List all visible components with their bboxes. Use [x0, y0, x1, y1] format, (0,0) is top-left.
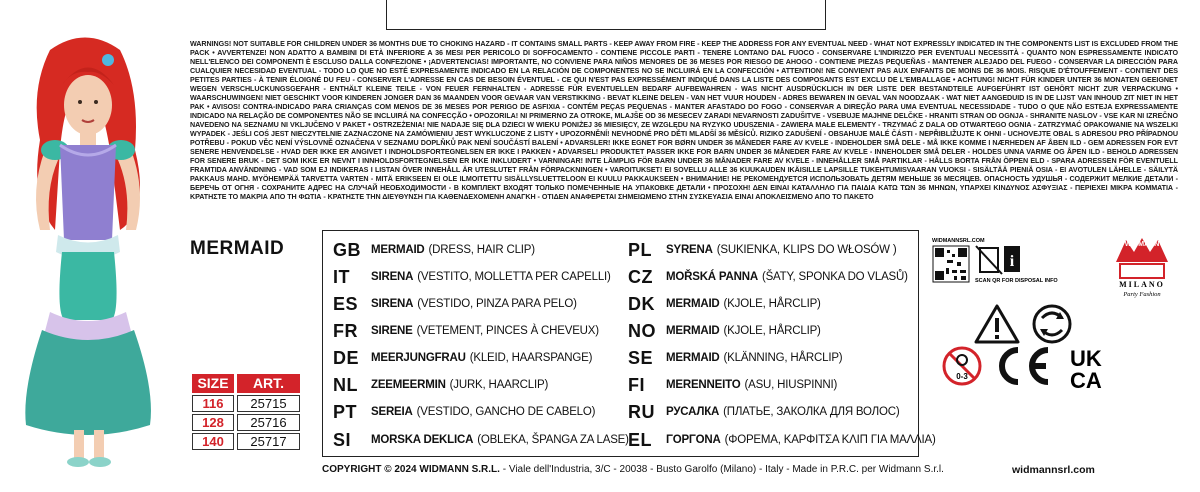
lang-product-name: SIRENA — [371, 271, 414, 283]
size-header: SIZE — [192, 374, 234, 393]
lang-contents: (ŠATY, SPONKA DO VLASŮ) — [761, 271, 908, 283]
lang-row-dk — [628, 291, 821, 317]
lang-row-es — [333, 291, 577, 317]
lang-row-no — [628, 318, 821, 344]
qr-url-label: WIDMANNSRL.COM — [932, 238, 985, 244]
lang-code: FR — [333, 320, 358, 341]
size-row — [192, 395, 300, 412]
lang-contents: (KLEID, HAARSPANGE) — [469, 352, 593, 364]
costume-photo — [0, 30, 175, 492]
art-number: 25716 — [237, 414, 300, 431]
lang-row-nl — [333, 372, 548, 398]
lang-code: ES — [333, 293, 359, 314]
ukca-bottom: CA — [1070, 368, 1102, 393]
lang-code: EL — [628, 429, 653, 450]
art-number: 25715 — [237, 395, 300, 412]
lang-code: IT — [333, 266, 350, 287]
size-table-header — [192, 374, 300, 393]
lang-product-name: MORSKA DEKLICA — [371, 434, 474, 446]
lang-contents: (KJOLE, HÅRCLIP) — [723, 298, 821, 310]
qr-code-icon — [933, 246, 969, 282]
lang-product-name: MERMAID — [371, 244, 425, 256]
lang-row-gb — [333, 237, 535, 263]
lang-product-name: MERMAID — [666, 298, 720, 310]
lang-code: PL — [628, 239, 653, 260]
size-table — [192, 374, 300, 450]
lang-contents: (VESTITO, MOLLETTA PER CAPELLI) — [417, 271, 611, 283]
lang-product-name: SIRENA — [371, 298, 414, 310]
company-address: - Viale dell'Industria, 3/C - 20038 - Busto Garolfo (Milano) - Italy - Made in P.R.C. per Widmann S.r.l. — [499, 464, 944, 475]
brand-name: WIDMANN — [1124, 241, 1160, 248]
lang-contents: (JURK, HAARCLIP) — [449, 379, 549, 391]
size-value: 128 — [192, 414, 234, 431]
age-restriction-icon — [944, 348, 980, 384]
lang-row-pl — [628, 237, 896, 263]
lang-contents: (OBLEKA, ŠPANGA ZA LASE) — [477, 434, 629, 446]
lang-contents: (KLÄNNING, HÅRCLIP) — [723, 352, 843, 364]
svg-text:i: i — [1009, 253, 1015, 270]
lang-row-de — [333, 345, 592, 371]
lang-code: DE — [333, 347, 360, 368]
lang-product-name: MERMAID — [666, 325, 720, 337]
lang-row-se — [628, 345, 842, 371]
lang-code: PT — [333, 401, 358, 422]
lang-contents: (VESTIDO, GANCHO DE CABELO) — [416, 406, 596, 418]
qr-disposal-block — [930, 236, 1058, 296]
lang-code: DK — [628, 293, 655, 314]
ukca-mark-icon — [1070, 346, 1102, 393]
lang-code: GB — [333, 239, 361, 260]
lang-row-cz — [628, 264, 908, 290]
size-row — [192, 414, 300, 431]
lang-contents: (DRESS, HAIR CLIP) — [428, 244, 535, 256]
size-value: 116 — [192, 395, 234, 412]
lang-contents: (KJOLE, HÅRCLIP) — [723, 325, 821, 337]
age-label: 0-3 — [956, 372, 968, 381]
lang-code: SI — [333, 429, 352, 450]
language-name-table — [322, 230, 936, 457]
lang-code: NO — [628, 320, 656, 341]
lang-code: CZ — [628, 266, 653, 287]
lang-row-fr — [333, 318, 599, 344]
lang-product-name: РУСАЛКА — [666, 406, 720, 418]
lang-product-name: ΓΟΡΓΟΝΑ — [666, 434, 721, 446]
brand-city: MILANO — [1119, 280, 1165, 289]
lang-row-si — [333, 427, 629, 453]
lang-product-name: MERMAID — [666, 352, 720, 364]
bin-disposal-icon — [976, 246, 1020, 274]
lang-contents: (SUKIENKA, KLIPS DO WŁOSÓW ) — [716, 244, 897, 256]
website-link[interactable]: widmannsrl.com — [1012, 464, 1095, 476]
lang-contents: (ASU, HIUSPINNI) — [744, 379, 838, 391]
size-row — [192, 433, 300, 450]
lang-row-fi — [628, 372, 837, 398]
lang-contents: (ΦΟΡΕΜΑ, ΚΑΡΦΙΤΣΑ ΚΛΙΠ ΓΙΑ ΜΑΛΛΙΑ) — [724, 434, 936, 446]
lang-row-it — [333, 264, 611, 290]
ce-mark-icon — [1002, 350, 1048, 382]
lang-product-name: MOŘSKÁ PANNA — [666, 271, 758, 283]
size-value: 140 — [192, 433, 234, 450]
safety-warnings-text: WARNINGS! NOT SUITABLE FOR CHILDREN UNDER 36 MONTHS DUE TO CHOKING HAZARD - IT CONTAINS SMALL PARTS - KEEP AWAY FROM FIRE - KEEP THE ADDRESS FOR ANY EVENTUAL NEED - WHAT NOT EXPRESSLY INDICATED IN THE COMPONENTS LIST IS EXCLUDED FROM THE PACK • AVVERTENZE! NON ADATTO A BAMBINI DI ETÀ INFERIORE A 36 MESI PER PERICOLO DI SOFFOCAMENTO - CONTIENE PICCOLE PARTI - TENERE LONTANO DAL FUOCO - CONSERVARE L'INDIRIZZO PER EVENTUALI NECESSITÀ - QUANTO NON ESPRESSAMENTE INDICATO NELL'ELENCO DEI COMPONENTI È ESCLUSO DALLA CONFEZIONE • ¡ADVERTENCIAS! IMPORTANTE, NO CONVIENE PARA NIÑOS MENORES DE 36 MESES POR RIESGO DE AHOGO - CONTIENE PIEZAS PEQUEÑAS - MANTENER ALEJADO DEL FUEGO - CONSERVAR LA DIRECCIÓN PARA CUALQUIER NECESIDAD EVENTUAL - TODO LO QUE NO ESTÉ EXPRESAMENTE INDICADO EN LA RELACIÓN DE COMPONENTES NO SE INCLUIRÁ EN LA CONFECCIÓN • ATTENTION! NE CONVIENT PAS AUX ENFANTS DE MOINS DE 36 MOIS. RISQUE D'ÉTOUFFEMENT - CONTIENT DES PETITES PARTIES - À TENIR ÉLOIGNÉ DU FEU - CONSERVER L'ADRESSE EN CAS DE BESOIN ÉVENTUEL - CE QUI N'EST PAS EXPRESSÉMENT INDIQUÉ DANS LA LISTE DES COMPOSANTS EST EXCLU DE L'EMBALLAGE • ACHTUNG! NICHT FÜR KINDER UNTER 36 MONATEN GEEIGNET WEGEN VERSCHLUCKUNGSGEFAHR - ENTHÄLT KLEINE TEILE - VON FEUER FERNHALTEN - ADRESSE FÜR EVENTUELLEN BEDARF AUFBEWAHREN - WAS NICHT AUSDRÜCKLICH IN DER LISTE DER BESTANDTEILE AUFGEFÜHRT IST GEHÖRT NICHT ZUR VERPACKUNG • WAARSCHUWINGEN! NIET GESCHIKT VOOR KINDEREN JONGER DAN 36 MAANDEN VOOR GEVAAR VAN VERSTIKKING - BEVAT KLEINE DELEN - VAN HET VUUR HOUDEN - ADRES BEWAREN IN GEVAL VAN NOODZAAK - WAT NIET AANGEDUID IS IN DE LIJST VAN INHOUD ZIT NIET IN HET PAK • AVISOS! CONTRA-INDICADO PARA CRIANÇAS COM MENOS DE 36 MESES POR PERIGO DE ASFIXIA - CONTÉM PEÇAS PEQUENAS - MANTER AFASTADO DO FOGO - CONSERVAR A DIREÇÃO PARA UMA EVENTUAL NECESSIDADE - TUDO O QUE NÃO ESTEJA EXPRESSAMENTE INDICADO NA RELAÇÃO DE COMPONENTES NÃO SE INCLUIRÁ NA CONFECÇÃO • OPOZORILA! NI PRIMERNO ZA OTROKE, MLAJŠE OD 36 MESECEV ZARADI NEVARNOSTI ZADUŠITVE - VSEBUJE MAJHNE DELČKE - HRANITI STRAN OD OGNJA - SHRANITE NASLOV - VSE KAR NI IZREČNO NAVEDENO NA SEZNAMU NI VKLJUČENO V PAKET • OSTRZEŻENIA! NIE NADAJE SIĘ DLA DZIECI W WIEKU PONIŻEJ 36 MIESIĘCY, ZE WZGLĘDU NA RYZYKO UDUSZENIA - ZAWIERA MAŁE ELEMENTY - TRZYMAĆ Z DALA OD OTWARTEGO OGNIA - ZATRZYMAĆ OPAKOWANIE NA WSZELKI WYPADEK - JEŚLI COŚ JEST NIECZYTELNIE ZAZNACZONE NA ZAMÓWIENIU JEST WYKLUCZONE Z LISTY • UPOZORNĚNÍ! NEVHODNÉ PRO DĚTI MLADŠÍ 36 MĚSÍCŮ. RIZIKO ZADUŠENÍ - OBSAHUJE MALÉ ČÁSTI - NEPŘIBLIŽUJTE K OHNI - UCHOVEJTE OBAL S ADRESOU PRO PŘÍPADNOU POTŘEBU - POKUD VĚC NENÍ VÝSLOVNĚ OZNAČENA V SEZNAMU DOPLŇKŮ PAK NENÍ SOUČÁSTÍ BALENÍ • ADVARSLER! IKKE EGNET FOR BØRN UNDER 36 MÅNEDER FARE AV KVELE - INDEHOLDER SMÅ DELE - MÅ IKKE KOMME I NÆRHEDEN AF ÅBEN ILD - GEM ADRESSEN FOR EVT SENERE HENVENDELSE - HVAD DER IKKE ER ANGIVET I INDHOLDSFORTEGNELSEN ER IKKE I PAKKEN • ADVARSEL! PRODUKTET PASSER IKKE FOR BARN UNDER 36 MÅNEDER FARE AV KVELE - INNEHOLDER SMÅ DELER - HOLDES UNNA VARME OG ÅPEN ILD - BEHOLD ADRESSEN FOR SENERE BRUK - DET SOM IKKE ER NEVNT I INNHOLDSFORTEGNELSEN ER IKKE INKLUDERT • VARNINGAR! INTE LÄMPLIG FÖR BARN UNDER 36 MÅNADER FARE AV KVELE - INNEHÅLLER SMÅ PARTIKLAR - HÅLLS BORTA FRÅN ÖPPEN ELD - SPARA ADRESSEN FÖR EVENTUELL FRAMTIDA ANVÄNDNING - VAD SOM EJ INDIKERAS I LISTAN ÖVER INNEHÅLL ÄR UTESLUTET FRÅN FÖRPACKNINGEN • VAROITUKSET! EI SOVELLU ALLE 36 KUUKAUDEN IKÄISILLE LAPSILLE TUKEHTUMISVAARAN VUOKSI - SISÄLTÄÄ PIENIÄ OSIA - EI AVOTULEN LÄHELLE - SÄILYTÄ PAKKAUS MAHD. MYÖHEMPÄÄ TARVETTA VARTEN - MITÄ ERIKSEEN EI OLE ILMOITETTU SISÄLLYSLUETTELOON EI KUULU PAKKAUKSEEN • ВНИМАНИЕ! НЕ РЕКОМЕНДУЕТСЯ ИСПОЛЬЗОВАТЬ ДЕТЯМ МЕНЬШЕ 36 МЕСЯЦЕВ. ОПАСНОСТЬ УДУШЬЯ - СОДЕРЖИТ МЕЛКИЕ ДЕТАЛИ - БЕРЕЧЬ ОТ ОГНЯ - СОХРАНИТЕ АДРЕС НА СЛУЧАЙ НЕОБХОДИМОСТИ - В КОМПЛЕКТ ВХОДЯТ ТОЛЬКО ПОМЕЧЕННЫЕ НА УПАКОВКЕ ДЕТАЛИ • ΠΡΟΣΟΧΗ! ΔΕΝ ΕΙΝΑΙ ΚΑΤΑΛΛΗΛΟ ΓΙΑ ΠΑΙΔΙΑ ΚΑΤΩ ΤΩΝ 36 ΜΗΝΩΝ, ΥΠΑΡΧΕΙ ΚΙΝΔΥΝΟΣ ΑΣΦΥΞΙΑΣ - ΠΕΡΙΕΧΕΙ ΜΙΚΡΑ ΚΟΜΜΑΤΙΑ - ΚΡΑΤΗΣΤΕ ΤΟ ΜΑΚΡΙΑ ΑΠΟ ΤΗ ΦΩΤΙΑ - ΚΡΑΤΗΣΤΕ ΤΗΝ ΔΙΕΥΘΥΝΣΗ ΓΙΑ ΚΑΘΕΝΔΕΧΟΜΕΝΗ ΑΝΑΓΚΗ - ΟΤΙΔΕΝ ΑΝΑΦΕΡΕΤΑΙ ΣΗΜΕΙΩΜΕΝΟ ΣΤΗΝ ΣΥΣΚΕΥΑΣΙΑ ΕΙΝΑΙ ΑΠΟΚΛΕΙΣΜΕΝΟ ΑΠΟ ΤΟ ΠΑΚΕΤΟ — [190, 40, 1178, 201]
art-header: ART. — [237, 374, 300, 393]
lang-contents: (VETEMENT, PINCES À CHEVEUX) — [416, 325, 599, 337]
lang-product-name: MEERJUNGFRAU — [371, 352, 466, 364]
lang-code: RU — [628, 401, 655, 422]
lang-row-ru — [628, 399, 899, 425]
lang-product-name: SYRENA — [666, 244, 713, 256]
lang-contents: (ПЛАТЬЕ, ЗАКОЛКА ДЛЯ ВОЛОС) — [723, 406, 900, 418]
recycle-icon — [1034, 306, 1070, 342]
lang-product-name: ZEEMEERMIN — [371, 379, 446, 391]
lang-product-name: MERENNEITO — [666, 379, 741, 391]
lang-product-name: SIRENE — [371, 325, 413, 337]
lang-code: NL — [333, 374, 358, 395]
widmann-logo — [1112, 234, 1172, 298]
lang-product-name: SEREIA — [371, 406, 413, 418]
lang-row-el — [628, 427, 936, 453]
certification-marks — [942, 304, 1172, 394]
lang-contents: (VESTIDO, PINZA PARA PELO) — [417, 298, 577, 310]
ukca-top: UK — [1070, 346, 1102, 371]
brand-tagline: Party Fashion — [1123, 291, 1161, 298]
qr-scan-label: SCAN QR FOR DISPOSAL INFO — [975, 278, 1058, 284]
copyright-line — [322, 464, 944, 475]
copyright-text: COPYRIGHT © 2024 WIDMANN S.R.L. — [322, 464, 500, 475]
lang-row-pt — [333, 399, 595, 425]
art-number: 25717 — [237, 433, 300, 450]
warning-triangle-icon — [976, 306, 1018, 342]
product-title: MERMAID — [190, 238, 285, 259]
lang-code: FI — [628, 374, 645, 395]
top-cutout-outline — [386, 0, 826, 30]
lang-code: SE — [628, 347, 654, 368]
